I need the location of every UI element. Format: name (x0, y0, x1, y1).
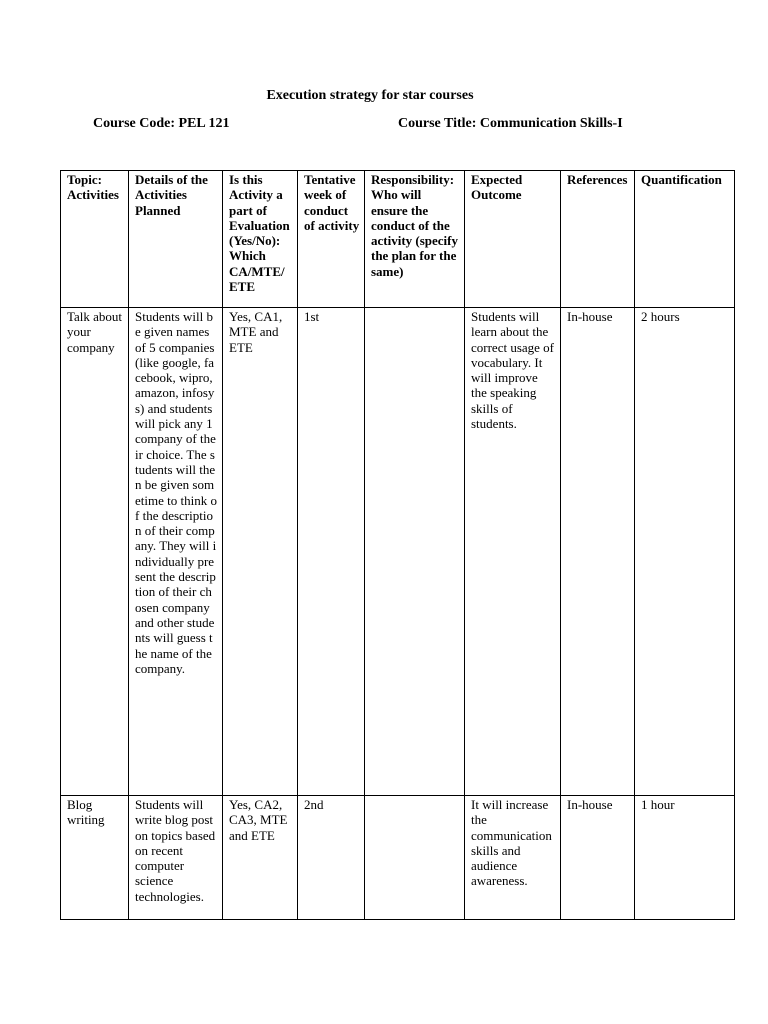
header-evaluation: Is this Activity a part of Evaluation (Yes/No): Which CA/MTE/ ETE (223, 171, 298, 308)
cell-evaluation: Yes, CA1, MTE and ETE (223, 308, 298, 796)
cell-topic: Blog writing (61, 796, 129, 920)
cell-week: 1st (298, 308, 365, 796)
execution-strategy-table (60, 170, 735, 920)
cell-topic: Talk about your company (61, 308, 129, 796)
cell-evaluation: Yes, CA2, CA3, MTE and ETE (223, 796, 298, 920)
header-topic: Topic: Activities (61, 171, 129, 308)
course-title: Course Title: Communication Skills-I (398, 116, 623, 131)
table-row (61, 796, 735, 920)
cell-details: Students will be given names of 5 companies(like google, facebook, wipro, amazon, infosys) and students will pick any 1 company of their choice. The students will then be given sometime to think of the description of their company. They will individually present the description of their chosen company and other students will guess the name of the company. (129, 308, 223, 796)
document-title: Execution strategy for star courses (266, 88, 474, 103)
course-code: Course Code: PEL 121 (93, 116, 230, 131)
cell-references: In-house (561, 796, 635, 920)
cell-details: Students will write blog post on topics based on recent computer science technologies. (129, 796, 223, 920)
header-responsibility: Responsibility: Who will ensure the conduct of the activity (specify the plan for the same) (365, 171, 465, 308)
table-row (61, 308, 735, 796)
cell-week: 2nd (298, 796, 365, 920)
header-outcome: Expected Outcome (465, 171, 561, 308)
header-week: Tentative week of conduct of activity (298, 171, 365, 308)
cell-quantification: 2 hours (635, 308, 735, 796)
header-details: Details of the Activities Planned (129, 171, 223, 308)
header-quantification: Quantification (635, 171, 735, 308)
cell-responsibility (365, 796, 465, 920)
cell-quantification: 1 hour (635, 796, 735, 920)
table-header-row (61, 171, 735, 308)
cell-responsibility (365, 308, 465, 796)
cell-references: In-house (561, 308, 635, 796)
cell-outcome: It will increase the communication skills and audience awareness. (465, 796, 561, 920)
header-references: References (561, 171, 635, 308)
cell-outcome: Students will learn about the correct usage of vocabulary. It will improve the speaking skills of students. (465, 308, 561, 796)
